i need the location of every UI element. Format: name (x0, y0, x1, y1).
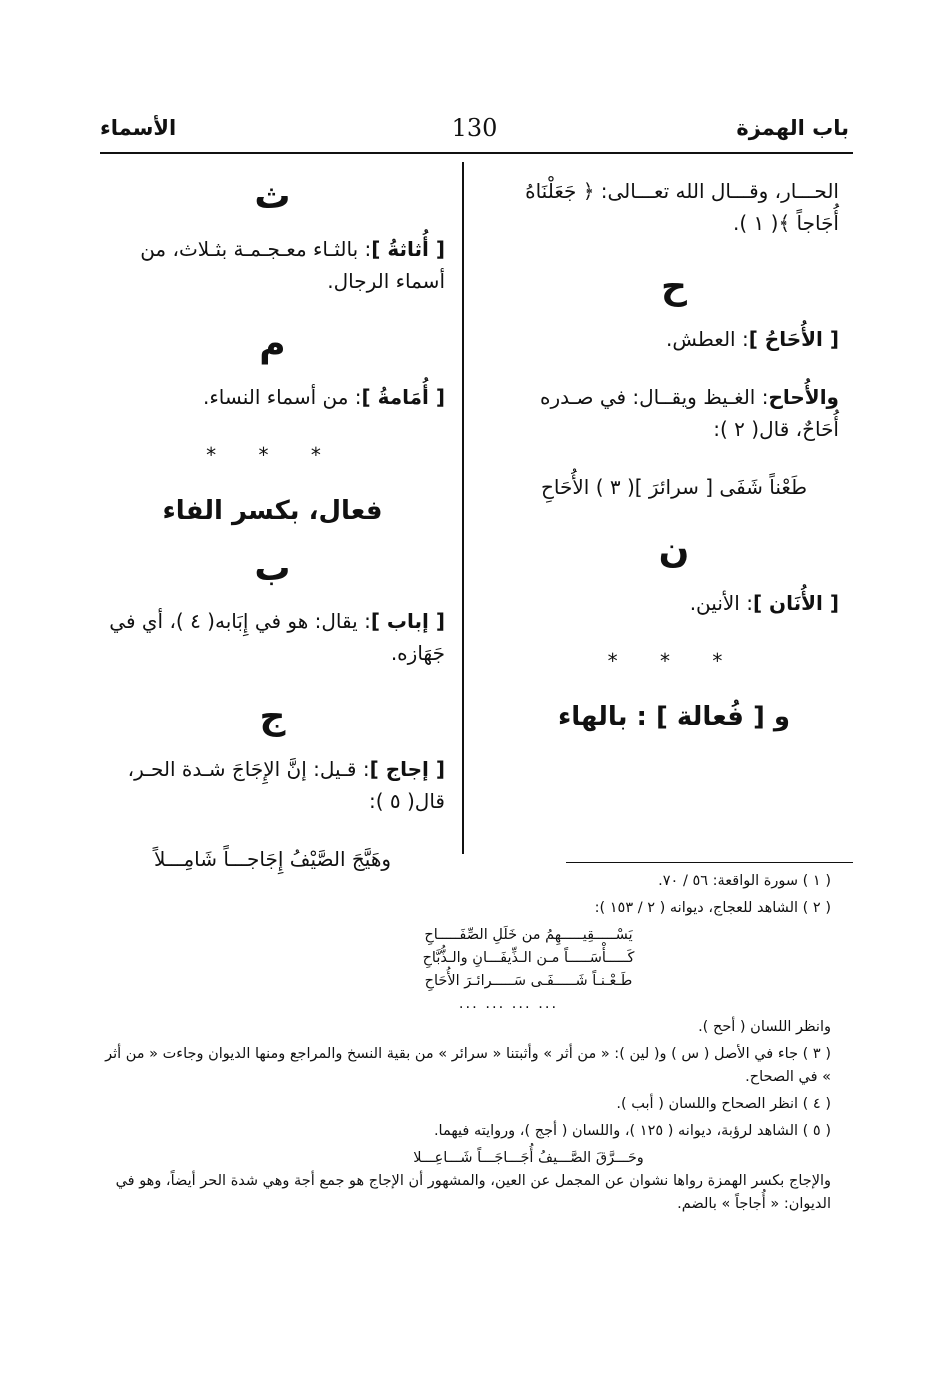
entry-definition: : الغـيظ ويقــال: في صـدره أُحَاحٌ، قال( ٢ ): (539, 385, 839, 441)
chapter-title: باب الهمزة (736, 116, 849, 140)
footnote-5-note: والإجاج بكسر الهمزة رواها نشوان عن المجمل عن العين، والمشهور أن الإجاج هو جمع أجة وهي شدة الحر أيضاً، وهو في الديوان: « أُجاجاً » بالضم. (115, 1173, 831, 1212)
header-rule (100, 152, 853, 154)
section-heading: فعال، بكسر الفاء (162, 496, 383, 526)
letter-heading-mim: م (259, 324, 286, 365)
entry-ijaj (100, 753, 445, 817)
section-separator: * * * (206, 443, 339, 467)
entry-term: [ إباب ] (370, 609, 445, 633)
page-header (100, 112, 849, 152)
entry-ibab (100, 605, 445, 669)
footnote-2: ( ٢ ) الشاهد للعجاج، ديوانه ( ٢ / ١٥٣ ): (594, 900, 831, 916)
entry-definition: : بالثـاء معـجـمـة بثـلاث، من أسماء الرجال. (140, 237, 445, 293)
page-number: 130 (451, 114, 498, 142)
footnote-rule (566, 862, 853, 863)
footnote-2-see: وانظر اللسان ( أحح ). (698, 1019, 831, 1035)
entry-definition: : يقال: هو في إِبَابه( ٤ )، أي في جَهَازه. (109, 609, 445, 665)
entry-ahah (509, 323, 839, 355)
footnote-5: ( ٥ ) الشاهد لرؤبة، ديوانه ( ١٢٥ )، واللسان ( أجج )، وروايته فيهما. (433, 1123, 831, 1139)
entry-term: والأُحاح (768, 385, 839, 409)
letter-heading-ba: ب (254, 548, 291, 589)
left-column (100, 175, 445, 901)
verse: وهَيَّجَ الصَّيْفُ إِجَاجـــاً شَامِـــلاً (153, 847, 392, 871)
section-title: الأسماء (100, 116, 177, 140)
footnote-4: ( ٤ ) انظر الصحاح واللسان ( أبب ). (616, 1096, 831, 1112)
entry-definition: : قـيل: إنَّ الإِجَاجَ شـدة الحـر، قال( ٥ ): (127, 757, 445, 813)
entry-anan (509, 587, 839, 619)
right-column (509, 175, 839, 753)
footnote-1: ( ١ ) سورة الواقعة: ٥٦ / ٧٠. (658, 873, 831, 889)
letter-heading-tha: ث (254, 176, 291, 217)
letter-heading-jim: ج (259, 696, 286, 737)
letter-heading-nun: ن (658, 530, 690, 571)
entry-definition: : من أسماء النساء. (203, 385, 362, 409)
entry-ahah-2 (509, 381, 839, 445)
entry-term: [ الأُنَان ] (752, 591, 839, 615)
section-heading: و [ فُعالة ] : بالهاء (557, 702, 791, 732)
section-separator: * * * (607, 649, 741, 673)
footnote-verse: طَـعْـنـاً شَـــــفَـى سَـــــرائـرَ الأُحَاحِ (424, 973, 633, 989)
entry-text: الحـــار، وقـــال الله تعـــالى: ﴿ جَعَلْنَاهُ أُجَاجاً ﴾( ١ ). (525, 179, 839, 235)
footnote-3: ( ٣ ) جاء في الأصل ( س ) و( لين ): « من أثر » وأثبتنا « سرائر » من بقية النسخ والمراجع ومنها الديوان وجاءت « من أثر » في الصحاح. (105, 1046, 831, 1085)
footnotes (96, 870, 831, 1220)
entry-definition: : العطش. (666, 327, 749, 351)
entry-umama (100, 381, 445, 413)
footnote-ellipsis: ... ... ... ... (458, 996, 559, 1012)
footnote-verse: وحَـــرَّقَ الصَّـــيفُ أُجَـــاجَـــاً شَـــاعِـــلا (413, 1150, 644, 1166)
entry-term: [ أُمَامةُ ] (361, 385, 445, 409)
entry-term: [ أُثاثةُ ] (371, 237, 445, 261)
entry-definition: : الأنين. (689, 591, 753, 615)
column-divider (462, 162, 464, 854)
entry-term: [ الأُحَاحُ ] (748, 327, 839, 351)
letter-heading-ha: ح (661, 266, 687, 307)
verse: طَعْناً شَفَى [ سرائرَ ]( ٣ ) الأُحَاحِ (541, 475, 807, 499)
footnote-verse: كَـــــأْسَـــــاً مـن الـذِّيفَـــانِ والـذُّبَّاحِ (422, 950, 635, 966)
entry-term: [ إجاج ] (369, 757, 445, 781)
entry-uthatha (100, 233, 445, 297)
footnote-verse: يَسْـــــقِيـــــهِمُ من خَلَلِ الصِّفَـــــاحِ (424, 927, 633, 943)
